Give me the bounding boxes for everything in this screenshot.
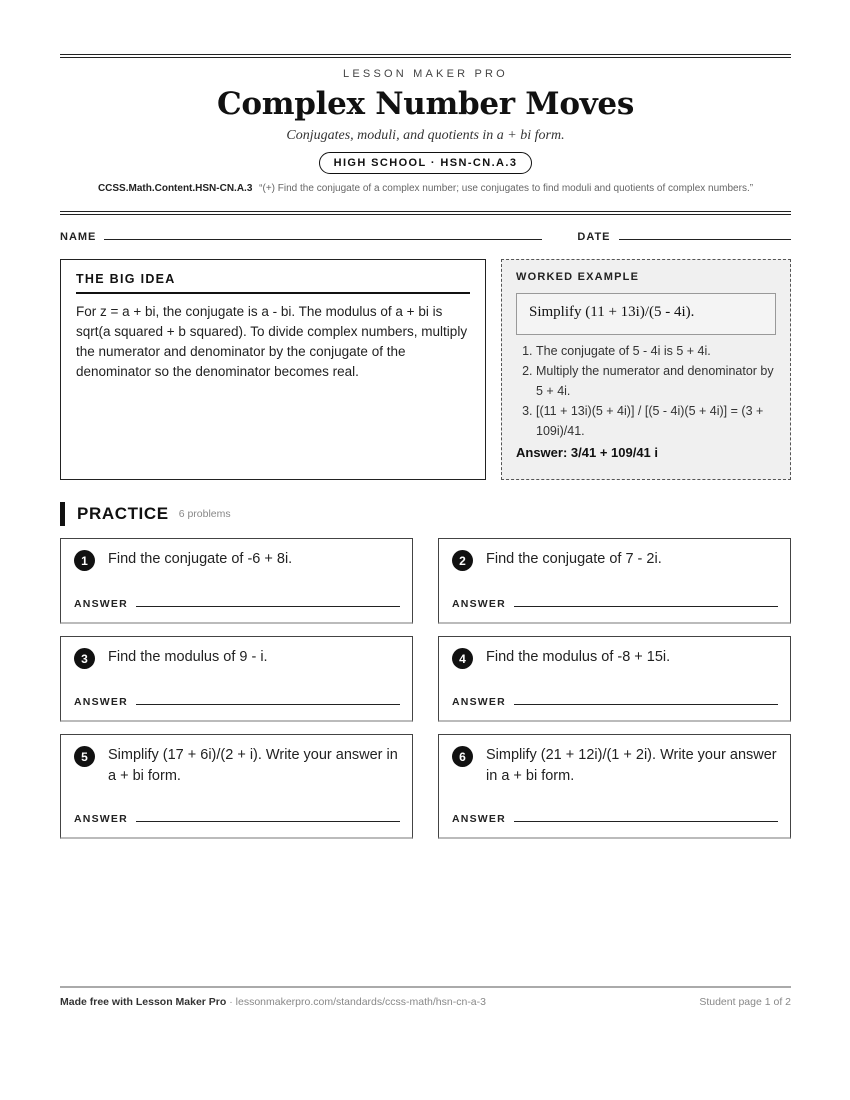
worked-step: 2. Multiply the numerator and denominator by 5 + 4i. — [536, 361, 776, 401]
practice-card — [438, 734, 791, 839]
footer-made-by: Made free with Lesson Maker Pro — [60, 996, 227, 1008]
practice-card — [60, 734, 413, 839]
worked-example-box — [501, 259, 791, 480]
problem-text: Find the conjugate of 7 - 2i. — [486, 551, 662, 567]
answer-field[interactable] — [136, 704, 400, 705]
page-title: Complex Number Moves — [217, 86, 634, 122]
practice-title: PRACTICE — [77, 504, 169, 523]
name-label: NAME — [60, 231, 97, 243]
problem-text: Find the modulus of 9 - i. — [108, 649, 268, 665]
problem-number-badge: 4 — [452, 648, 473, 669]
standard-description — [60, 181, 791, 197]
practice-card — [60, 538, 413, 624]
header-top-rule — [60, 54, 791, 58]
practice-count: 6 problems — [178, 508, 231, 520]
worksheet-page — [60, 54, 791, 851]
footer-url[interactable]: · lessonmakerpro.com/standards/ccss-math/hsn-cn-a-3 — [226, 996, 486, 1008]
standard-code: CCSS.Math.Content.HSN-CN.A.3 — [97, 183, 253, 194]
name-field[interactable] — [104, 239, 542, 240]
practice-grid — [60, 538, 791, 851]
standard-text: “(+) Find the conjugate of a complex number; use conjugates to find moduli and quotients of complex numbers.” — [259, 183, 754, 194]
practice-card — [438, 538, 791, 624]
answer-field[interactable] — [136, 821, 400, 822]
practice-card — [60, 636, 413, 722]
header-bottom-rule — [60, 211, 791, 215]
problem-number-badge: 5 — [74, 746, 95, 767]
worked-example-heading: WORKED EXAMPLE — [516, 271, 640, 283]
footer-credit — [60, 996, 486, 1008]
page-subtitle: Conjugates, moduli, and quotients in a + bi form. — [286, 128, 565, 143]
answer-field[interactable] — [514, 821, 778, 822]
worked-step: 1. The conjugate of 5 - 4i is 5 + 4i. — [536, 341, 776, 361]
worked-example-answer: Answer: 3/41 + 109/41 i — [516, 445, 659, 460]
answer-label: ANSWER — [452, 813, 506, 825]
date-field[interactable] — [619, 239, 791, 240]
answer-label: ANSWER — [452, 696, 506, 708]
big-idea-text: For z = a + bi, the conjugate is a - bi. The modulus of a + bi is sqrt(a squared + b squared). To divide complex numbers, multiply the numerator and denominator by the conjugate of the denominator so the denominator becomes real. — [76, 304, 468, 379]
worked-example-steps — [516, 341, 776, 441]
problem-number-badge: 2 — [452, 550, 473, 571]
big-idea-box — [60, 259, 486, 480]
name-date-row — [60, 231, 791, 243]
problem-text: Simplify (17 + 6i)/(2 + i). Write your answer in a + bi form. — [108, 747, 398, 784]
footer-page-number: Student page 1 of 2 — [699, 996, 791, 1008]
page-footer — [60, 986, 791, 1008]
practice-card — [438, 636, 791, 722]
brand-name: LESSON MAKER PRO — [343, 68, 508, 80]
big-idea-heading: THE BIG IDEA — [76, 272, 470, 294]
problem-text: Find the conjugate of -6 + 8i. — [108, 551, 293, 567]
answer-label: ANSWER — [74, 696, 128, 708]
practice-heading — [60, 502, 791, 526]
answer-label: ANSWER — [452, 598, 506, 610]
problem-number-badge: 1 — [74, 550, 95, 571]
problem-text: Simplify (21 + 12i)/(1 + 2i). Write your answer in a + bi form. — [486, 747, 777, 784]
worked-example-problem: Simplify (11 + 13i)/(5 - 4i). — [516, 293, 776, 335]
worked-step: 3. [(11 + 13i)(5 + 4i)] / [(5 - 4i)(5 + 4i)] = (3 + 109i)/41. — [536, 401, 776, 441]
answer-label: ANSWER — [74, 598, 128, 610]
grade-standard-badge: HIGH SCHOOL · HSN-CN.A.3 — [319, 152, 533, 174]
problem-number-badge: 6 — [452, 746, 473, 767]
problem-text: Find the modulus of -8 + 15i. — [486, 649, 671, 665]
date-label: DATE — [577, 231, 611, 243]
answer-field[interactable] — [514, 704, 778, 705]
problem-number-badge: 3 — [74, 648, 95, 669]
answer-label: ANSWER — [74, 813, 128, 825]
answer-field[interactable] — [514, 606, 778, 607]
answer-field[interactable] — [136, 606, 400, 607]
